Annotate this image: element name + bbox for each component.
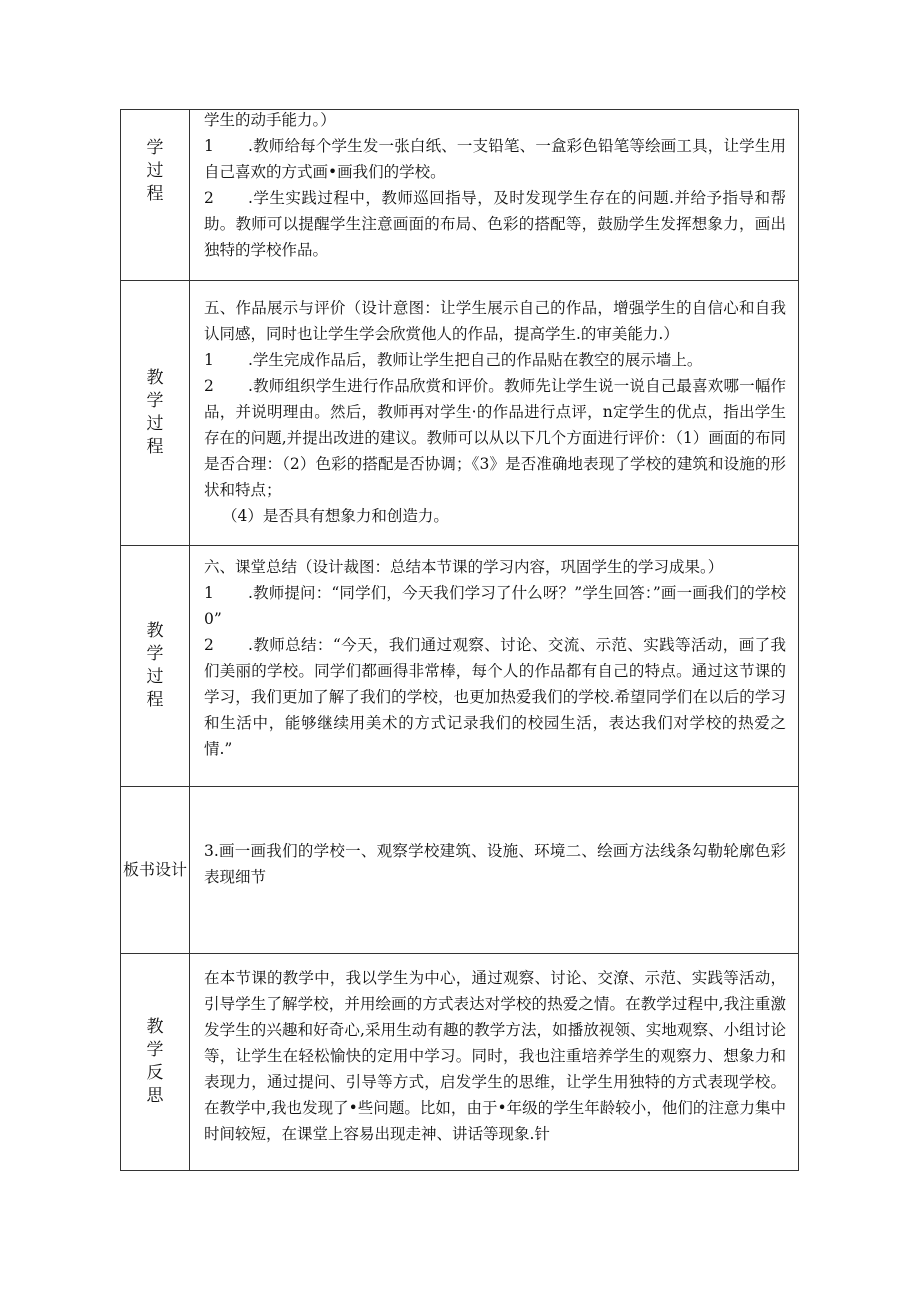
row-label-cell xyxy=(121,954,190,1171)
paragraph: （4）是否具有想象力和创造力。 xyxy=(222,507,449,525)
row-content-cell xyxy=(190,546,799,787)
table-row xyxy=(121,281,799,546)
row-label: 学过程 xyxy=(146,137,164,204)
row-label-cell xyxy=(121,110,190,281)
paragraph: 2 .教师组织学生进行作品欣赏和评价。教师先让学生说一说自己最喜欢哪一幅作品，并说明理由。然后，教师再对学生·的作品进行点评，n定学生的优点，指出学生存在的问题,并提出改进的建议。教师可以从以下几个方面进行评价：（1）画面的布同是否合理：（2）色彩的搭配是否协调；《3》是否准确地表现了学校的建筑和设施的形状和特点； xyxy=(204,377,786,499)
row-label: 教学过程 xyxy=(146,621,164,710)
paragraph: 在本节课的教学中，我以学生为中心，通过观察、讨论、交潦、示范、实践等活动，引导学生了解学校，并用绘画的方式表达对学校的热爱之情。在教学过程中,我注重激发学生的兴趣和好奇心,采用生动有趣的教学方法，如播放视领、实地观察、小组讨论等，让学生在轻松愉快的定用中学习。同时，我也注重培养学生的观察力、想象力和表现力，通过提问、引导等方式，启发学生的思维，让学生用独特的方式表现学校。在教学中,我也发现了•些问题。比如，由于•年级的学生年龄较小，他们的注意力集中时间较短，在课堂上容易出现走神、讲话等现象.针 xyxy=(204,969,786,1143)
table-row xyxy=(121,787,799,954)
row-content xyxy=(190,838,798,890)
row-content-cell xyxy=(190,110,799,281)
row-label-cell xyxy=(121,546,190,787)
row-content-cell xyxy=(190,281,799,546)
paragraph: 1 .教师给每个学生发一张白纸、一支铅笔、一盒彩色铅笔等绘画工具，让学生用自己喜欢的方式画•画我们的学校。 xyxy=(204,137,786,181)
paragraph: 学生的动手能力。） xyxy=(204,111,336,129)
row-content xyxy=(190,965,798,1147)
paragraph: 2 .教师总结：“今天，我们通过观察、讨论、交流、示范、实践等活动，画了我们美丽的学校。同学们都画得非常棒，每个人的作品都有自己的特点。通过这节课的学习，我们更加了解了我们的学校，也更加热爱我们的学校.希望同学们在以后的学习和生活中，能够继续用美术的方式记录我们的校园生活，表达我们对学校的热爱之情.” xyxy=(204,636,786,758)
row-label: 教学过程 xyxy=(146,368,164,457)
paragraph: 五、作品展示与评价（设计意图：让学生展示自己的作品，增强学生的自信心和自我认同感，同时也让学生学会欣赏他人的作品，提高学生.的审美能力.） xyxy=(204,299,786,343)
paragraph: 六、课堂总结（设计裁图：总结本节课的学习内容，巩固学生的学习成果。） xyxy=(204,558,724,576)
paragraph: 1 .教师提问：“同学们，今天我们学习了什么呀？”学生回答：”画一画我们的学校0” xyxy=(204,584,786,628)
table-row xyxy=(121,954,799,1171)
lesson-plan-table xyxy=(120,109,799,1171)
table-row xyxy=(121,546,799,787)
row-content-cell xyxy=(190,787,799,954)
row-label: 板书设计 xyxy=(123,860,188,879)
paragraph: 1 .学生完成作品后，教师让学生把自己的作品贴在教空的展示墙上。 xyxy=(204,351,703,369)
row-content xyxy=(190,107,798,263)
row-content xyxy=(190,295,798,529)
row-label-cell xyxy=(121,281,190,546)
row-content xyxy=(190,554,798,762)
row-label-cell xyxy=(121,787,190,954)
row-content-cell xyxy=(190,954,799,1171)
paragraph: 2 .学生实践过程中，教师巡回指导，及时发现学生存在的问题.并给予指导和帮助。教师可以提醒学生注意画面的布局、色彩的搭配等，鼓励学生发挥想象力，画出独特的学校作品。 xyxy=(204,189,786,259)
paragraph: 3.画一画我们的学校一、观察学校建筑、设施、环境二、绘画方法线条勾勒轮廓色彩表现细节 xyxy=(204,842,786,886)
row-label: 教学反思 xyxy=(146,1017,164,1106)
table-row xyxy=(121,110,799,281)
